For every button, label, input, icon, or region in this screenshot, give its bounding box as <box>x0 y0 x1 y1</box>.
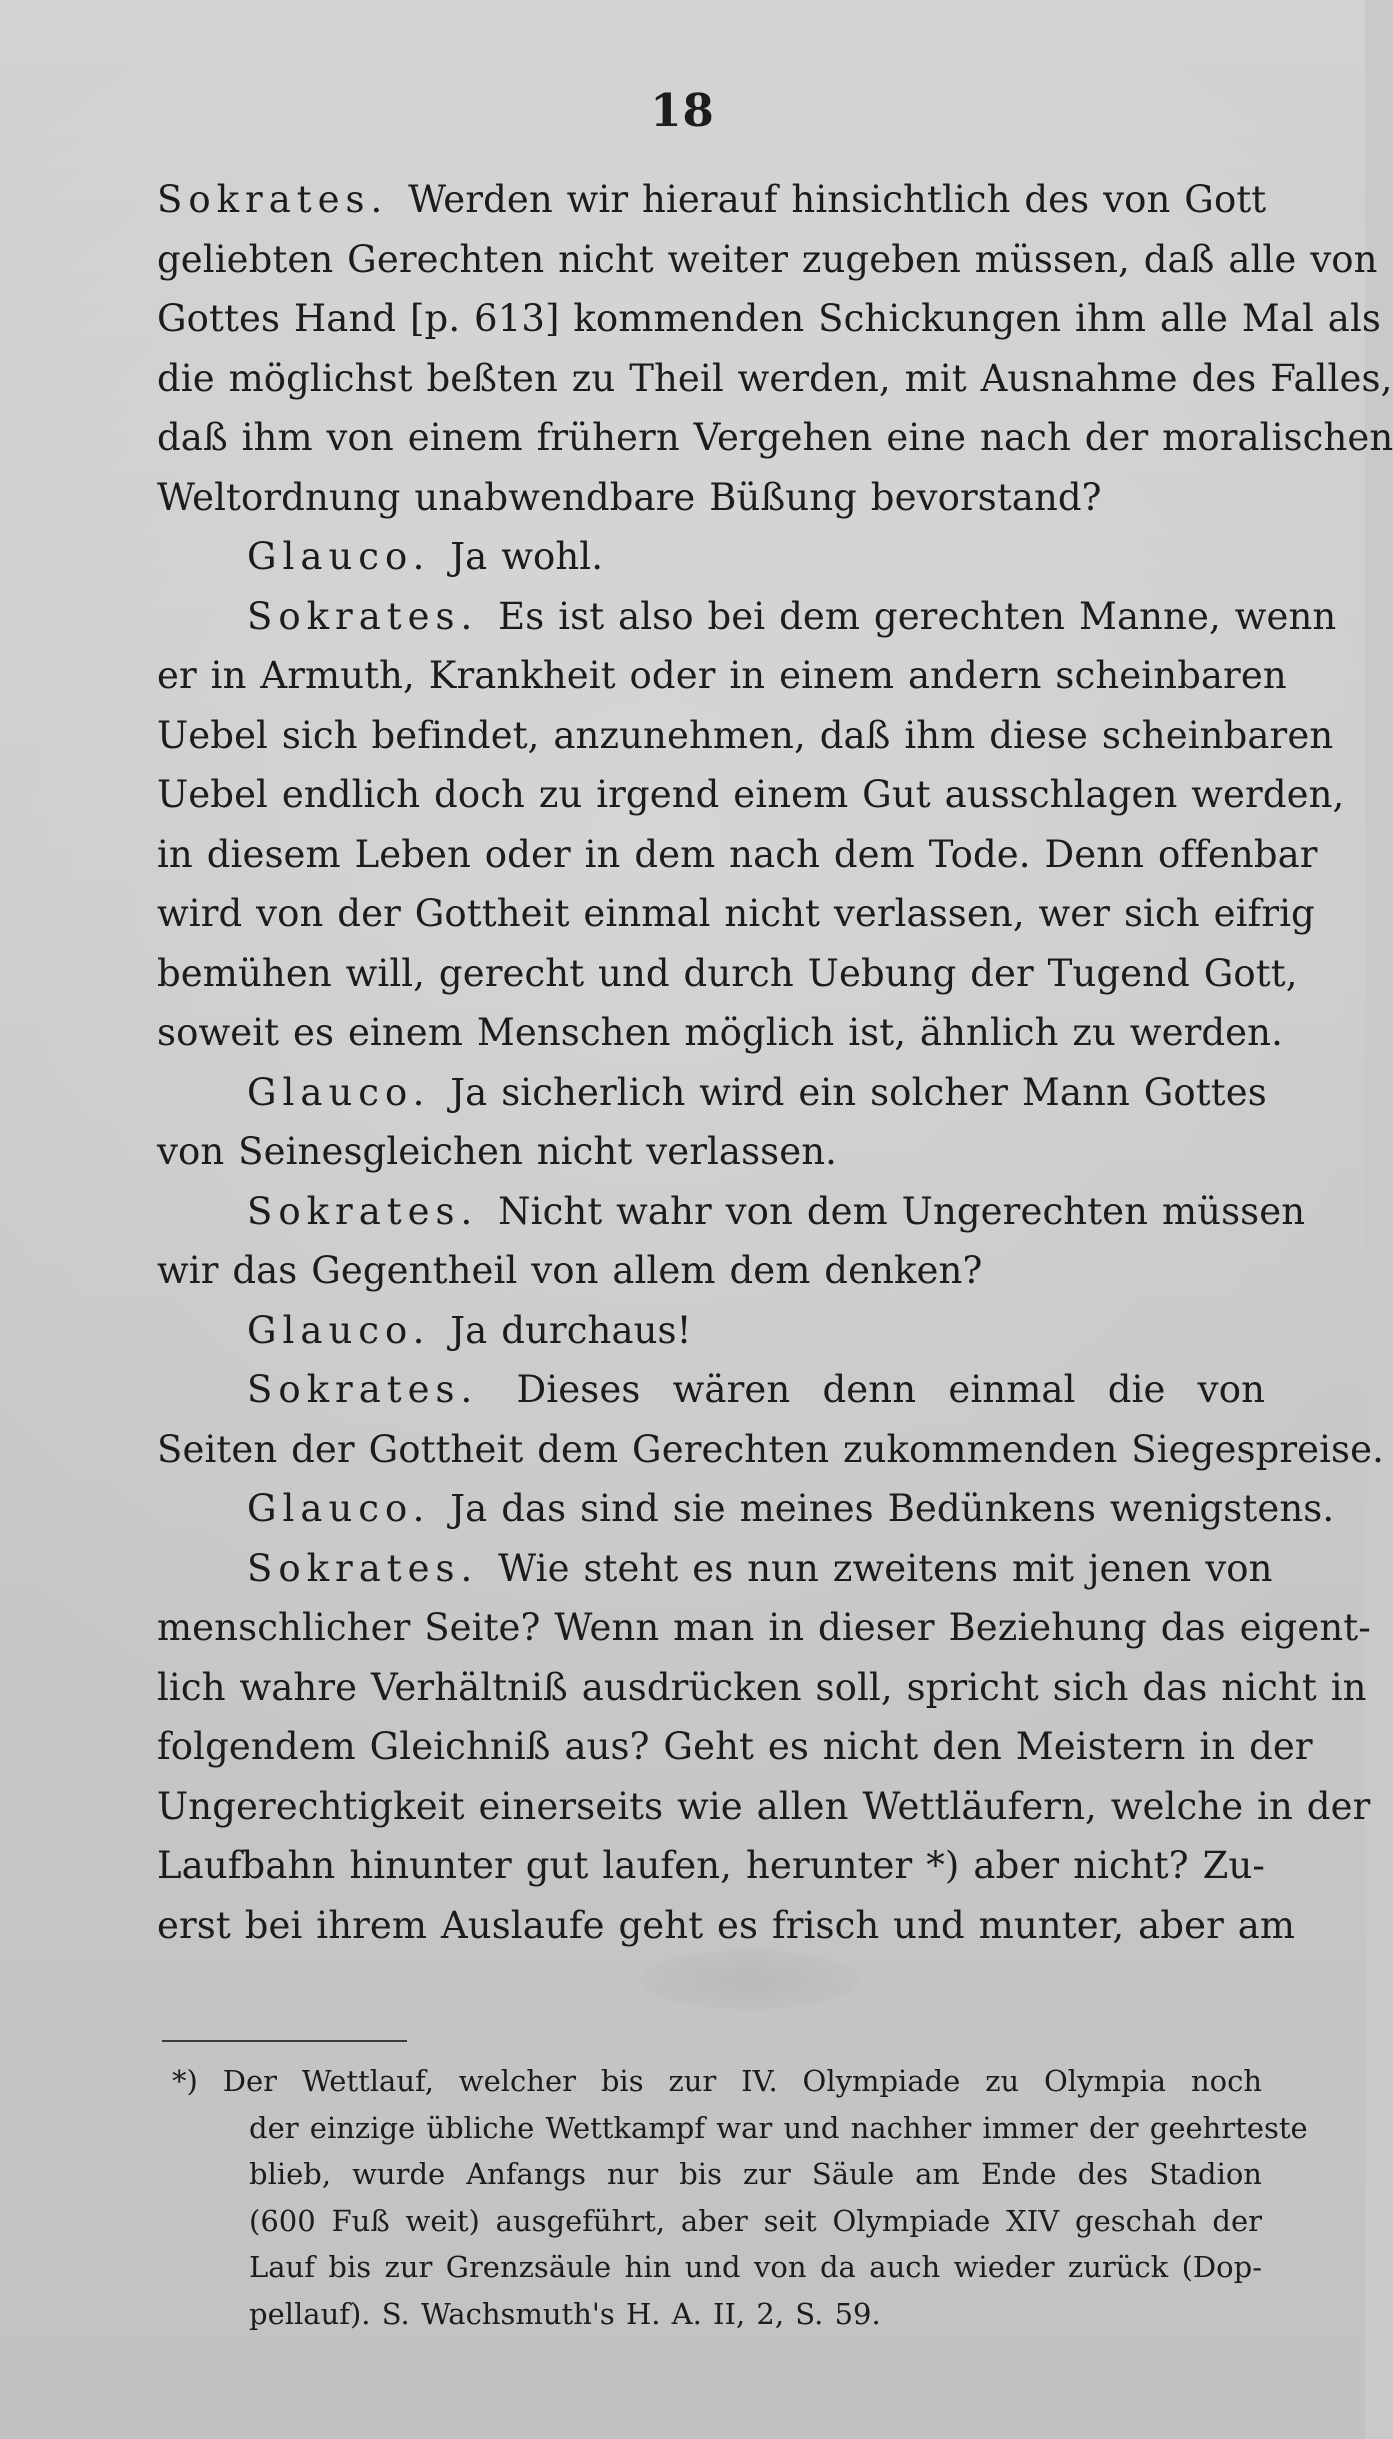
main-text <box>157 170 1393 1955</box>
line-text: er in Armuth, Krankheit oder in einem andern scheinbaren <box>157 654 1287 697</box>
text-line <box>157 1717 1313 1777</box>
footnote-line: (600 Fuß weit) ausgeführt, aber seit Olympiade XIV geschah der <box>249 2203 1262 2238</box>
text-line <box>157 349 1393 409</box>
speaker-name: Sokrates. <box>247 1368 479 1411</box>
line-text: daß ihm von einem frühern Vergehen eine nach der moralischen <box>157 416 1393 459</box>
text-line <box>157 1658 1367 1718</box>
speaker-name: Sokrates. <box>157 178 389 221</box>
speaker-name: Sokrates. <box>247 1546 479 1590</box>
text-line <box>157 765 1345 825</box>
speaker-name: Glauco. <box>247 535 431 578</box>
text-line <box>157 1182 1306 1242</box>
text-line <box>157 1122 1265 1182</box>
text-line <box>157 706 1334 766</box>
line-text: Gottes Hand [p. 613] kommenden Schickungen ihm alle Mal als <box>157 297 1381 340</box>
text-line <box>157 408 1393 468</box>
line-text: erst bei ihrem Auslaufe geht es frisch und munter, aber am <box>157 1903 1296 1947</box>
line-text: menschlicher Seite? Wenn man in dieser Beziehung das eigent- <box>157 1606 1371 1649</box>
line-text: wird von der Gottheit einmal nicht verlassen, wer sich eifrig <box>157 892 1315 935</box>
line-text: Weltordnung unabwendbare Büßung bevorstand? <box>157 475 1102 519</box>
line-text: Laufbahn hinunter gut laufen, herunter *) aber nicht? Zu- <box>157 1844 1265 1887</box>
text-line <box>157 527 1265 587</box>
line-text: Ja sicherlich wird ein solcher Mann Gottes <box>436 1070 1267 1114</box>
text-line <box>157 1777 1371 1837</box>
text-line <box>157 884 1315 944</box>
footnote-line <box>172 2058 1262 2105</box>
line-text: Ja durchaus! <box>436 1308 692 1352</box>
text-line <box>157 289 1381 349</box>
text-line <box>157 468 1265 528</box>
line-text: Nicht wahr von dem Ungerechten müssen <box>484 1189 1306 1233</box>
speaker-name: Glauco. <box>247 1070 431 1114</box>
text-line <box>157 1598 1371 1658</box>
text-line <box>157 1539 1273 1599</box>
line-text: Uebel sich befindet, anzunehmen, daß ihm diese scheinbaren <box>157 713 1334 757</box>
text-line <box>157 1241 1265 1301</box>
text-line <box>157 646 1287 706</box>
line-text: folgendem Gleichniß aus? Geht es nicht den Meistern in der <box>157 1725 1313 1768</box>
footnote-text: Der Wettlauf, welcher bis zur IV. Olympiade zu Olympia noch <box>222 2064 1263 2098</box>
footnote-line: blieb, wurde Anfangs nur bis zur Säule am Ende des Stadion <box>249 2157 1262 2191</box>
footnote-divider <box>162 2040 407 2042</box>
text-line <box>157 1360 1265 1420</box>
line-text: von Seinesgleichen nicht verlassen. <box>157 1130 838 1173</box>
line-text: Dieses wären denn einmal die von <box>484 1368 1265 1411</box>
line-text: in diesem Leben oder in dem nach dem Tode. Denn offenbar <box>157 832 1318 876</box>
footnote-marker: *) <box>172 2064 198 2098</box>
text-line <box>157 1420 1384 1480</box>
text-line <box>157 1479 1335 1539</box>
footnote-line: pellauf). S. Wachsmuth's H. A. II, 2, S. 59. <box>249 2296 881 2331</box>
line-text: lich wahre Verhältniß ausdrücken soll, spricht sich das nicht in <box>157 1665 1367 1709</box>
line-text: soweit es einem Menschen möglich ist, ähnlich zu werden. <box>157 1011 1283 1054</box>
text-line <box>157 1836 1265 1896</box>
text-line <box>157 944 1298 1004</box>
line-text: wir das Gegentheil von allem dem denken? <box>157 1249 983 1292</box>
line-text: geliebten Gerechten nicht weiter zugeben müssen, daß alle von <box>157 237 1378 281</box>
text-line <box>157 1003 1283 1063</box>
speaker-name: Sokrates. <box>247 594 479 638</box>
text-line <box>157 1063 1265 1123</box>
text-line <box>157 170 1265 230</box>
line-text: Ja wohl. <box>436 535 604 578</box>
line-text: Wie steht es nun zweitens mit jenen von <box>484 1546 1273 1590</box>
text-line <box>157 1896 1296 1956</box>
speaker-name: Glauco. <box>247 1308 431 1352</box>
line-text: Es ist also bei dem gerechten Manne, wenn <box>484 594 1337 638</box>
speaker-name: Sokrates. <box>247 1189 479 1233</box>
speaker-name: Glauco. <box>247 1487 431 1530</box>
line-text: Werden wir hierauf hinsichtlich des von Gott <box>394 178 1267 221</box>
footnote-line: Lauf bis zur Grenzsäule hin und von da auch wieder zurück (Dop- <box>249 2250 1262 2284</box>
text-line <box>157 230 1378 290</box>
line-text: Uebel endlich doch zu irgend einem Gut ausschlagen werden, <box>157 773 1345 816</box>
paper-smudge <box>640 1950 860 2010</box>
line-text: die möglichst beßten zu Theil werden, mit Ausnahme des Falles, <box>157 356 1393 400</box>
footnote <box>172 2058 1308 2337</box>
text-line <box>157 587 1337 647</box>
line-text: Ungerechtigkeit einerseits wie allen Wettläufern, welche in der <box>157 1784 1371 1828</box>
text-line <box>157 1301 1265 1361</box>
page-number: 18 <box>650 84 715 137</box>
line-text: bemühen will, gerecht und durch Uebung der Tugend Gott, <box>157 951 1298 995</box>
line-text: Seiten der Gottheit dem Gerechten zukommenden Siegespreise. <box>157 1427 1384 1471</box>
text-line <box>157 825 1318 885</box>
line-text: Ja das sind sie meines Bedünkens wenigstens. <box>436 1487 1335 1530</box>
footnote-line: der einzige übliche Wettkampf war und nachher immer der geehrteste <box>249 2110 1308 2145</box>
